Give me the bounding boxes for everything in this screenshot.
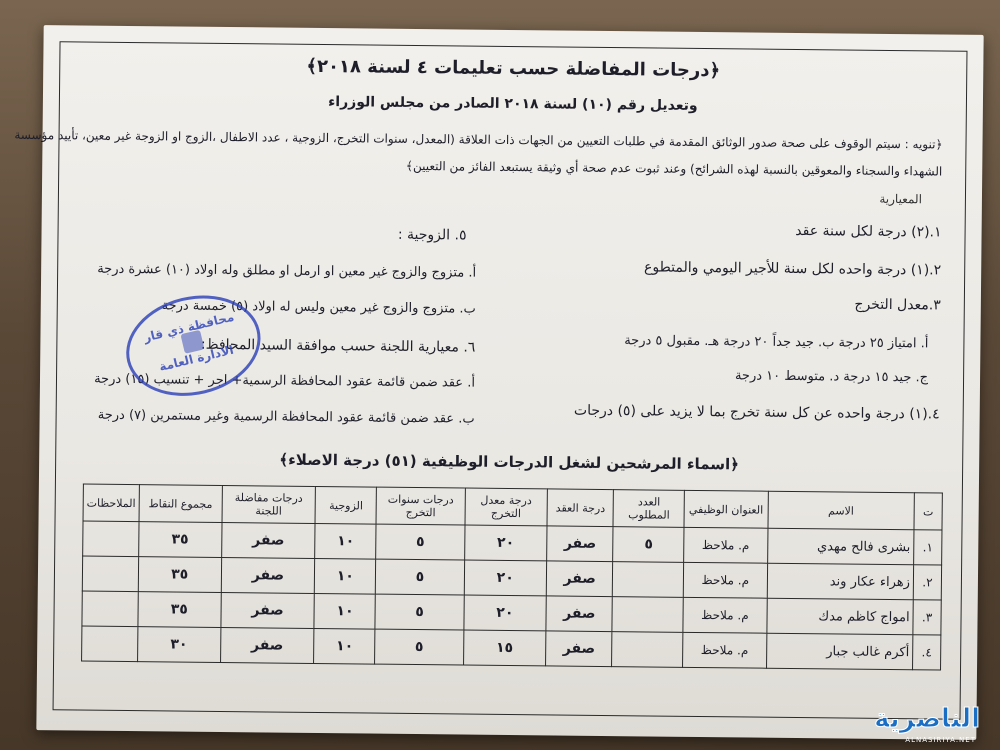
cell-index: ٢. [913,565,941,600]
header-years-score: درجات سنوات التخرج [376,487,465,525]
cell-committee-score: صفر [221,557,315,593]
cell-required-count [612,597,683,633]
document-page [14,25,983,740]
header-contract-score: درجة العقد [547,489,614,527]
stamp-line-1: محافظة ذي قار [142,309,236,345]
cell-contract-score: صفر [546,631,613,667]
cell-committee-score: صفر [221,592,315,628]
criterion-4: ٤.(١) درجة واحده عن كل سنة تخرج بما لا يزيد على (٥) درجات [573,402,940,423]
cell-total: ٣٠ [137,627,220,663]
cell-contract-score: صفر [547,526,614,562]
cell-committee-score: صفر [220,627,314,663]
cell-job-title: م. ملاحظ [683,632,767,668]
cell-index: ٤. [913,635,941,670]
cell-name: أكرم غالب جبار [766,633,913,670]
notice-line-2: الشهداء والسجناء والمعوقين بالنسبة لهذه الشرائح) وعند ثبوت عدم صحة أي وثيقة يستبعد الفائز من التعيين﴾ [405,158,943,179]
cell-name: زهراء عكار وند [767,563,914,600]
cell-required-count [613,562,684,598]
cell-gpa-score: ٢٠ [464,525,547,561]
document-title: ﴿درجات المفاضلة حسب تعليمات ٤ لسنة ٢٠١٨﴾ [306,55,721,82]
header-index: ت [914,493,942,530]
cell-index: ٣. [913,600,941,635]
criterion-6a: أ. عقد ضمن قائمة عقود المحافظة الرسمية+ اجر + تنسيب (١٥) درجة [94,371,476,391]
cell-marital-score: ١٠ [315,523,376,559]
cell-required-count [612,632,683,668]
cell-total: ٣٥ [139,522,222,558]
cell-notes [82,556,138,592]
header-name: الاسم [768,491,915,530]
cell-job-title: م. ملاحظ [683,597,767,633]
header-gpa-score: درجة معدل التخرج [465,488,548,526]
candidates-table [81,484,943,671]
criterion-3-grades-b: ج. جيد ١٥ درجة د. متوسط ١٠ درجة [734,368,929,386]
header-required-count: العدد المطلوب [613,490,684,528]
cell-years-score: ٥ [376,524,465,560]
cell-marital-score: ١٠ [315,558,376,594]
criterion-3: ٣.معدل التخرج [854,296,941,314]
cell-marital-score: ١٠ [314,593,375,629]
cell-contract-score: صفر [546,596,613,632]
criterion-6b: ب. عقد ضمن قائمة عقود المحافظة الرسمية وغير مستمرين (٧) درجة [97,407,475,427]
header-notes: الملاحظات [83,484,139,522]
cell-years-score: ٥ [376,559,465,595]
table-title: ﴿اسماء المرشحين لشغل الدرجات الوظيفية (٥١) درجة الاصلاء﴾ [279,450,740,474]
criterion-2: ٢.(١) درجة واحده لكل سنة للأجير اليومي والمتطوع [644,259,942,279]
header-marital-score: الزوجية [315,486,376,524]
cell-gpa-score: ٢٠ [463,595,546,631]
criterion-5b: ب. متزوج والزوج غير معين وليس له اولاد (٥) خمسة درجة [161,298,476,317]
cell-total: ٣٥ [138,557,221,593]
site-watermark-logo [872,704,990,746]
header-total: مجموع النقاط [139,485,222,523]
criteria-label: المعيارية [879,191,923,207]
criterion-1: ١.(٢) درجة لكل سنة عقد [795,222,942,241]
criterion-5a: أ. متزوج والزوج غير معين او ارمل او مطلق وله اولاد (١٠) عشرة درجة [97,261,477,281]
logo-subtext: ALNASIRIYA.NET [905,736,976,744]
document-subtitle: وتعديل رقم (١٠) لسنة ٢٠١٨ الصادر من مجلس الوزراء [328,94,698,114]
cell-required-count: ٥ [613,527,684,563]
cell-job-title: م. ملاحظ [683,562,767,598]
notice-line-1: ﴿تنويه : سيتم الوقوف على صحة صدور الوثائق المقدمة في طلبات التعيين من الجهات ذات العلاقة (المعدل، سنوات التخرج، الزوجية ، عدد الاطفال ،الزوج او الزوجة غير معين، تأييد مؤسسة [14,127,943,152]
cell-years-score: ٥ [375,594,464,630]
logo-text: الناصرية [874,704,980,734]
header-committee-score: درجات مفاضلة اللجنة [222,485,316,523]
cell-contract-score: صفر [546,561,613,597]
cell-name: بشرى فالح مهدي [767,528,914,565]
cell-name: امواج كاظم مدك [766,598,913,635]
cell-gpa-score: ٢٠ [464,560,547,596]
cell-job-title: م. ملاحظ [684,527,768,563]
header-job-title: العنوان الوظيفي [684,490,768,528]
cell-years-score: ٥ [375,629,464,665]
cell-marital-score: ١٠ [314,628,375,664]
cell-total: ٣٥ [138,592,221,628]
criterion-5: ٥. الزوجية : [397,226,467,244]
cell-notes [83,521,139,557]
cell-notes [82,626,138,662]
cell-committee-score: صفر [221,522,315,558]
cell-notes [82,591,138,627]
criterion-3-grades-a: أ. امتياز ٢٥ درجة ب. جيد جداً ٢٠ درجة هـ. مقبول ٥ درجة [624,333,929,352]
cell-index: ١. [914,530,942,565]
stamp-line-2: الادارة العامة [157,342,236,374]
cell-gpa-score: ١٥ [463,630,546,666]
criterion-6: ٦. معيارية اللجنة حسب موافقة السيد المحافظ: [200,336,476,356]
